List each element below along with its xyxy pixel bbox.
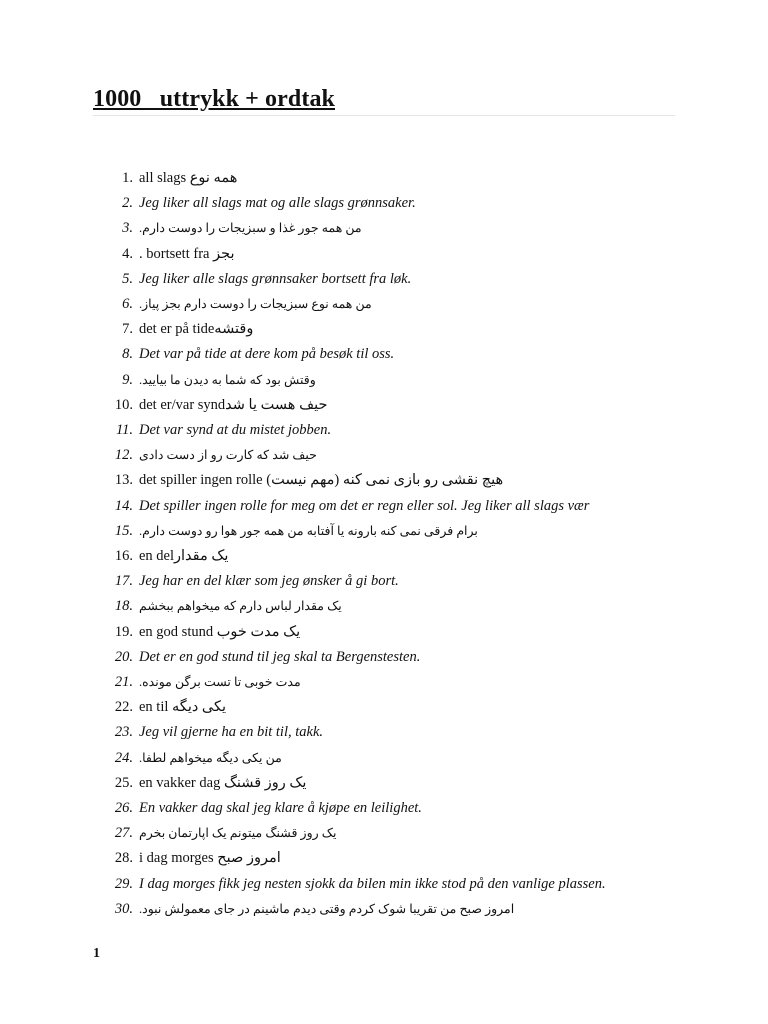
list-item-number: 23. <box>114 724 133 741</box>
list-item-number: 10. <box>114 396 133 413</box>
list-item <box>0 645 768 669</box>
list-item-number: 18. <box>114 598 133 615</box>
list-item-number: 15. <box>114 522 133 539</box>
list-item <box>0 695 768 719</box>
list-item <box>0 796 768 820</box>
list-item-text: en vakker dag یک روز قشنگ <box>139 774 307 791</box>
list-item-text: en til یکی دیگه <box>139 699 227 716</box>
list-item-number: 29. <box>114 875 133 892</box>
list-item <box>0 620 768 644</box>
list-item <box>0 242 768 266</box>
list-item-text: وقتش بود که شما به دیدن ما بیایید. <box>139 372 316 387</box>
list-item <box>0 746 768 770</box>
list-item-text: det er/var syndحیف هست یا شد <box>139 396 328 413</box>
list-item-text: i dag morges امروز صبح <box>139 850 281 867</box>
list-item <box>0 569 768 593</box>
list-item <box>0 216 768 240</box>
list-item-text: یک روز قشنگ میتونم یک اپارتمان بخرم <box>139 826 337 841</box>
list-item-number: 26. <box>114 800 133 816</box>
list-item-number: 27. <box>114 825 133 842</box>
list-item-text: Det var på tide at dere kom på besøk til oss. <box>139 346 395 363</box>
list-item-text: Jeg vil gjerne ha en bit til, takk. <box>139 724 324 741</box>
list-item <box>0 393 768 417</box>
list-item-text: en god stund یک مدت خوب <box>139 623 301 640</box>
list-item <box>0 821 768 845</box>
list-item <box>0 342 768 366</box>
list-item-number: 5. <box>122 270 133 287</box>
list-item-text: En vakker dag skal jeg klare å kjøpe en leilighet. <box>139 800 422 816</box>
list-item-number: 6. <box>122 296 133 312</box>
list-item <box>0 670 768 694</box>
list-item-number: 9. <box>122 371 133 388</box>
list-item <box>0 494 768 518</box>
list-item-number: 24. <box>114 749 133 766</box>
list-item-number: 8. <box>122 346 133 363</box>
list-item <box>0 443 768 467</box>
list-item <box>0 720 768 744</box>
list-item <box>0 418 768 442</box>
list-item <box>0 846 768 870</box>
list-item-number: 7. <box>122 321 133 338</box>
list-item <box>0 594 768 618</box>
list-item-text: من همه نوع سبزیجات را دوست دارم بجز پیاز. <box>139 297 372 311</box>
list-item-number: 11. <box>115 422 133 438</box>
list-item-number: 3. <box>122 220 133 237</box>
list-item-number: 25. <box>114 774 133 791</box>
list-item <box>0 191 768 215</box>
list-item-text: det spiller ingen rolle (مهم نیست) هیچ نقشی رو بازی نمی کنه <box>139 472 504 489</box>
list-item-number: 13. <box>114 472 133 489</box>
list-item-text: en delیک مقدار <box>139 548 229 564</box>
list-item <box>0 872 768 896</box>
page-number: 1 <box>93 946 100 961</box>
list-item-number: 30. <box>114 900 133 917</box>
list-item-text: امروز صبح من تقریبا شوک کردم وقتی دیدم ماشینم در جای معمولش نبود. <box>139 901 515 916</box>
list-item <box>0 292 768 316</box>
list-item-text: Jeg liker all slags mat og alle slags grønnsaker. <box>139 195 416 212</box>
list-item <box>0 267 768 291</box>
list-item-number: 19. <box>114 623 133 640</box>
list-item-number: 14. <box>114 497 133 514</box>
list-item-text: مدت خوبی تا تست برگن مونده. <box>139 675 301 689</box>
page-title: 1000 uttrykk + ordtak <box>93 86 335 112</box>
list-item <box>0 771 768 795</box>
list-item-text: det er på tideوقتشه <box>139 321 254 338</box>
list-item-text: برام فرقی نمی کنه بارونه یا آفتابه من همه جور هوا رو دوست دارم. <box>139 523 478 538</box>
list-item <box>0 468 768 492</box>
list-item-text: Det var synd at du mistet jobben. <box>139 422 332 438</box>
list-item-number: 20. <box>114 648 133 665</box>
title-divider <box>93 115 675 116</box>
list-item-number: 22. <box>114 699 133 716</box>
list-item-text: all slags همه نوع <box>139 170 238 186</box>
list-item-number: 12. <box>114 447 133 464</box>
list-item <box>0 317 768 341</box>
list-item-text: . bortsett fra بجز <box>139 245 235 262</box>
list-item <box>0 519 768 543</box>
list-item-text: Jeg har en del klær som jeg ønsker å gi bort. <box>139 573 399 590</box>
list-item-text: من همه جور غذا و سبزیجات را دوست دارم. <box>139 221 362 236</box>
list-item-number: 4. <box>122 245 133 262</box>
list-item <box>0 544 768 568</box>
list-item-text: Jeg liker alle slags grønnsaker bortsett fra løk. <box>139 270 412 287</box>
list-item-number: 17. <box>114 573 133 590</box>
list-item-text: حیف شد که کارت رو از دست دادی <box>139 448 317 463</box>
list-item-number: 16. <box>114 548 133 564</box>
list-item-text: یک مقدار لباس دارم که میخواهم ببخشم <box>139 599 342 614</box>
list-item-text: I dag morges fikk jeg nesten sjokk da bilen min ikke stod på den vanlige plassen. <box>139 875 606 892</box>
list-item-number: 1. <box>122 170 133 186</box>
list-item <box>0 897 768 921</box>
list-item-text: Det er en god stund til jeg skal ta Bergenstesten. <box>139 648 421 665</box>
list-item <box>0 368 768 392</box>
list-item-text: من یکی دیگه میخواهم لطفا. <box>139 750 282 765</box>
list-item <box>0 166 768 190</box>
list-item-text: Det spiller ingen rolle for meg om det er regn eller sol. Jeg liker all slags vær <box>139 497 590 514</box>
list-item-number: 28. <box>114 850 133 867</box>
list-item-number: 21. <box>114 674 133 690</box>
list-item-number: 2. <box>122 195 133 212</box>
